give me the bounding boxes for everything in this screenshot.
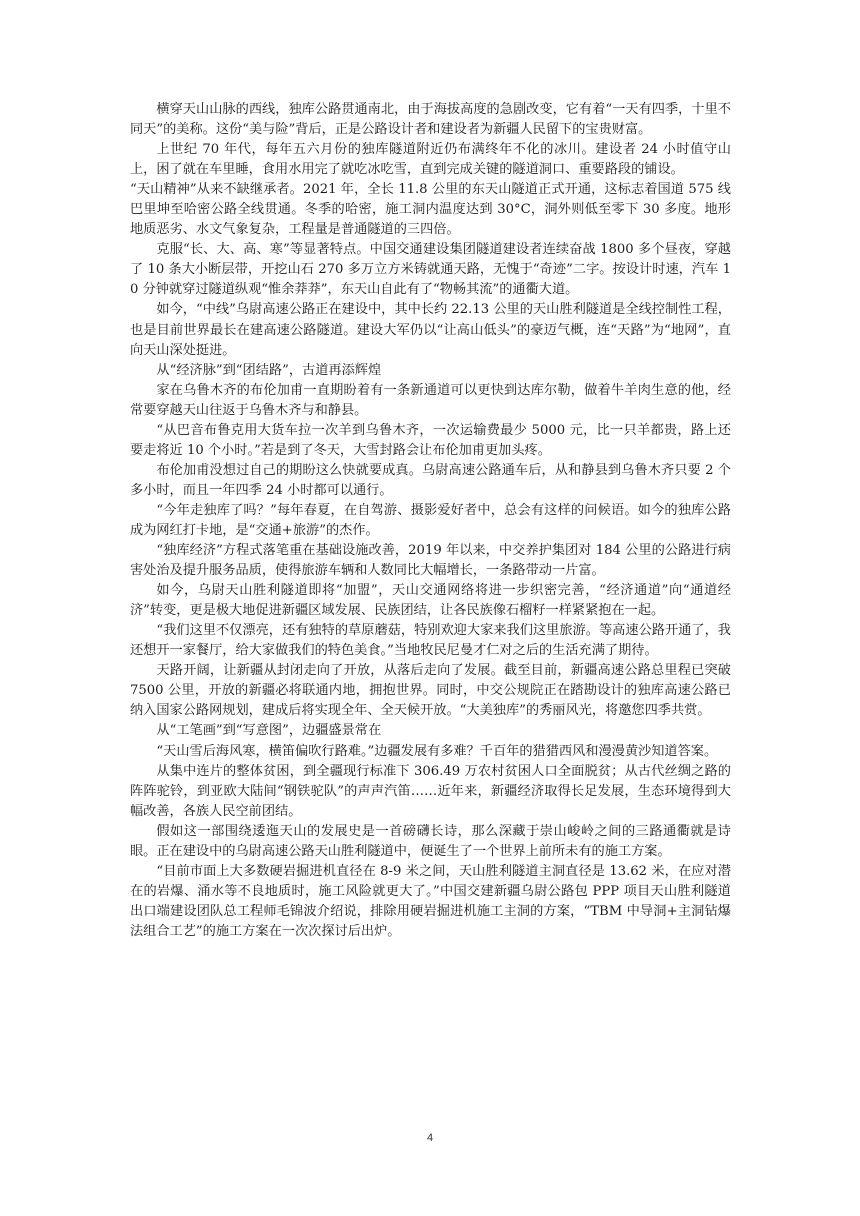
paragraph: 家在乌鲁木齐的布伦加甫一直期盼着有一条新通道可以更快到达库尔勒，做着牛羊肉生意的他，经常要穿越天山往返于乌鲁木齐与和静县。 [130,382,731,418]
paragraph: 如今，“中线”乌尉高速公路正在建设中，其中长约 22.13 公里的天山胜利隧道是全线控制性工程，也是目前世界最长在建高速公路隧道。建设大军仍以“让高山低头”的豪迈气概，连“天路”为“地网”，直向天山深处挺进。 [130,302,731,358]
paragraph: “独库经济”方程式落笔重在基础设施改善，2019 年以来，中交养护集团对 184 公里的公路进行病害处治及提升服务品质，使得旅游车辆和人数同比大幅增长，一条路带动一片富。 [130,543,731,579]
section-heading: 从“经济脉”到“团结路”，古道再添辉煌 [156,362,382,378]
document-body [130,100,731,942]
paragraph: “天山雪后海风寒，横笛偏吹行路难。”边疆发展有多难？千百年的猎猎西风和漫漫黄沙知道答案。 [156,743,718,759]
paragraph: 从集中连片的整体贫困，到全疆现行标准下 306.49 万农村贫困人口全面脱贫；从古代丝绸之路的阵阵驼铃，到亚欧大陆间“钢铁驼队”的声声汽笛……近年来，新疆经济取得长足发展，生态环境得到大幅改善，各族人民空前团结。 [130,763,731,819]
paragraph: “天山精神”从来不缺继承者。2021 年，全长 11.8 公里的东天山隧道正式开通，这标志着国道 575 线巴里坤至哈密公路全线贯通。冬季的哈密，施工洞内温度达到 30°C，洞外则低至零下 30 多度。地形地质恶劣、水文气象复杂，工程量是普通隧道的三四倍。 [130,182,731,238]
section-heading: 从“工笔画”到“写意图”，边疆盛景常在 [156,723,382,739]
paragraph: 横穿天山山脉的西线，独库公路贯通南北，由于海拔高度的急剧改变，它有着“一天有四季，十里不同天”的美称。这份“美与险”背后，正是公路设计者和建设者为新疆人民留下的宝贵财富。 [130,102,731,138]
paragraph: “我们这里不仅漂亮，还有独特的草原蘑菇，特别欢迎大家来我们这里旅游。等高速公路开通了，我还想开一家餐厅，给大家做我们的特色美食。”当地牧民尼曼才仁对之后的生活充满了期待。 [130,623,731,659]
paragraph: “目前市面上大多数硬岩掘进机直径在 8-9 米之间，天山胜利隧道主洞直径是 13.62 米，在应对潜在的岩爆、涌水等不良地质时，施工风险就更大了。”中国交建新疆乌尉公路包 PPP 项目天山胜利隧道出口端建设团队总工程师毛锦波介绍说，排除用硬岩掘进机施工主洞的方案，“TBM 中导洞+主洞钻爆法组合工艺”的施工方案在一次次探讨后出炉。 [130,863,731,939]
paragraph: 天路开阔，让新疆从封闭走向了开放，从落后走向了发展。截至目前，新疆高速公路总里程已突破 7500 公里，开放的新疆必将联通内地，拥抱世界。同时，中交公规院正在踏勘设计的独库高速公路已纳入国家公路网规划，建成后将实现全年、全天候开放。“大美独库”的秀丽风光，将邀您四季共赏。 [130,663,731,719]
page-number: 4 [426,1132,434,1144]
paragraph: “今年走独库了吗？”每年春夏，在自驾游、摄影爱好者中，总会有这样的问候语。如今的独库公路成为网红打卡地，是“交通+旅游”的杰作。 [130,502,731,538]
paragraph: 假如这一部围绕逶迤天山的发展史是一首磅礴长诗，那么深藏于崇山峻岭之间的三路通衢就是诗眼。正在建设中的乌尉高速公路天山胜利隧道中，便诞生了一个世界上前所未有的施工方案。 [130,823,731,859]
paragraph: 上世纪 70 年代，每年五六月份的独库隧道附近仍布满终年不化的冰川。建设者 24 小时值守山上，困了就在车里睡，食用水用完了就吃冰吃雪，直到完成关键的隧道洞口、重要路段的铺设。 [130,142,731,178]
paragraph: 克服“长、大、高、寒”等显著特点。中国交通建设集团隧道建设者连续奋战 1800 多个昼夜，穿越了 10 条大小断层带，开挖山石 270 多万立方米铸就通天路，无愧于“奇迹”二字。按设计时速，汽车 10 分钟就穿过隧道纵观“惟余莽莽”，东天山自此有了“物畅其流”的通衢大道。 [130,242,731,298]
paragraph: 如今，乌尉天山胜利隧道即将“加盟”，天山交通网络将进一步织密完善，“经济通道”向“通道经济”转变，更是极大地促进新疆区域发展、民族团结，让各民族像石榴籽一样紧紧抱在一起。 [130,583,731,619]
paragraph: 布伦加甫没想过自己的期盼这么快就要成真。乌尉高速公路通车后，从和静县到乌鲁木齐只要 2 个多小时，而且一年四季 24 小时都可以通行。 [130,462,731,498]
paragraph: “从巴音布鲁克用大货车拉一次羊到乌鲁木齐，一次运输费最少 5000 元，比一只羊都贵，路上还要走将近 10 个小时。”若是到了冬天，大雪封路会让布伦加甫更加头疼。 [130,422,731,458]
